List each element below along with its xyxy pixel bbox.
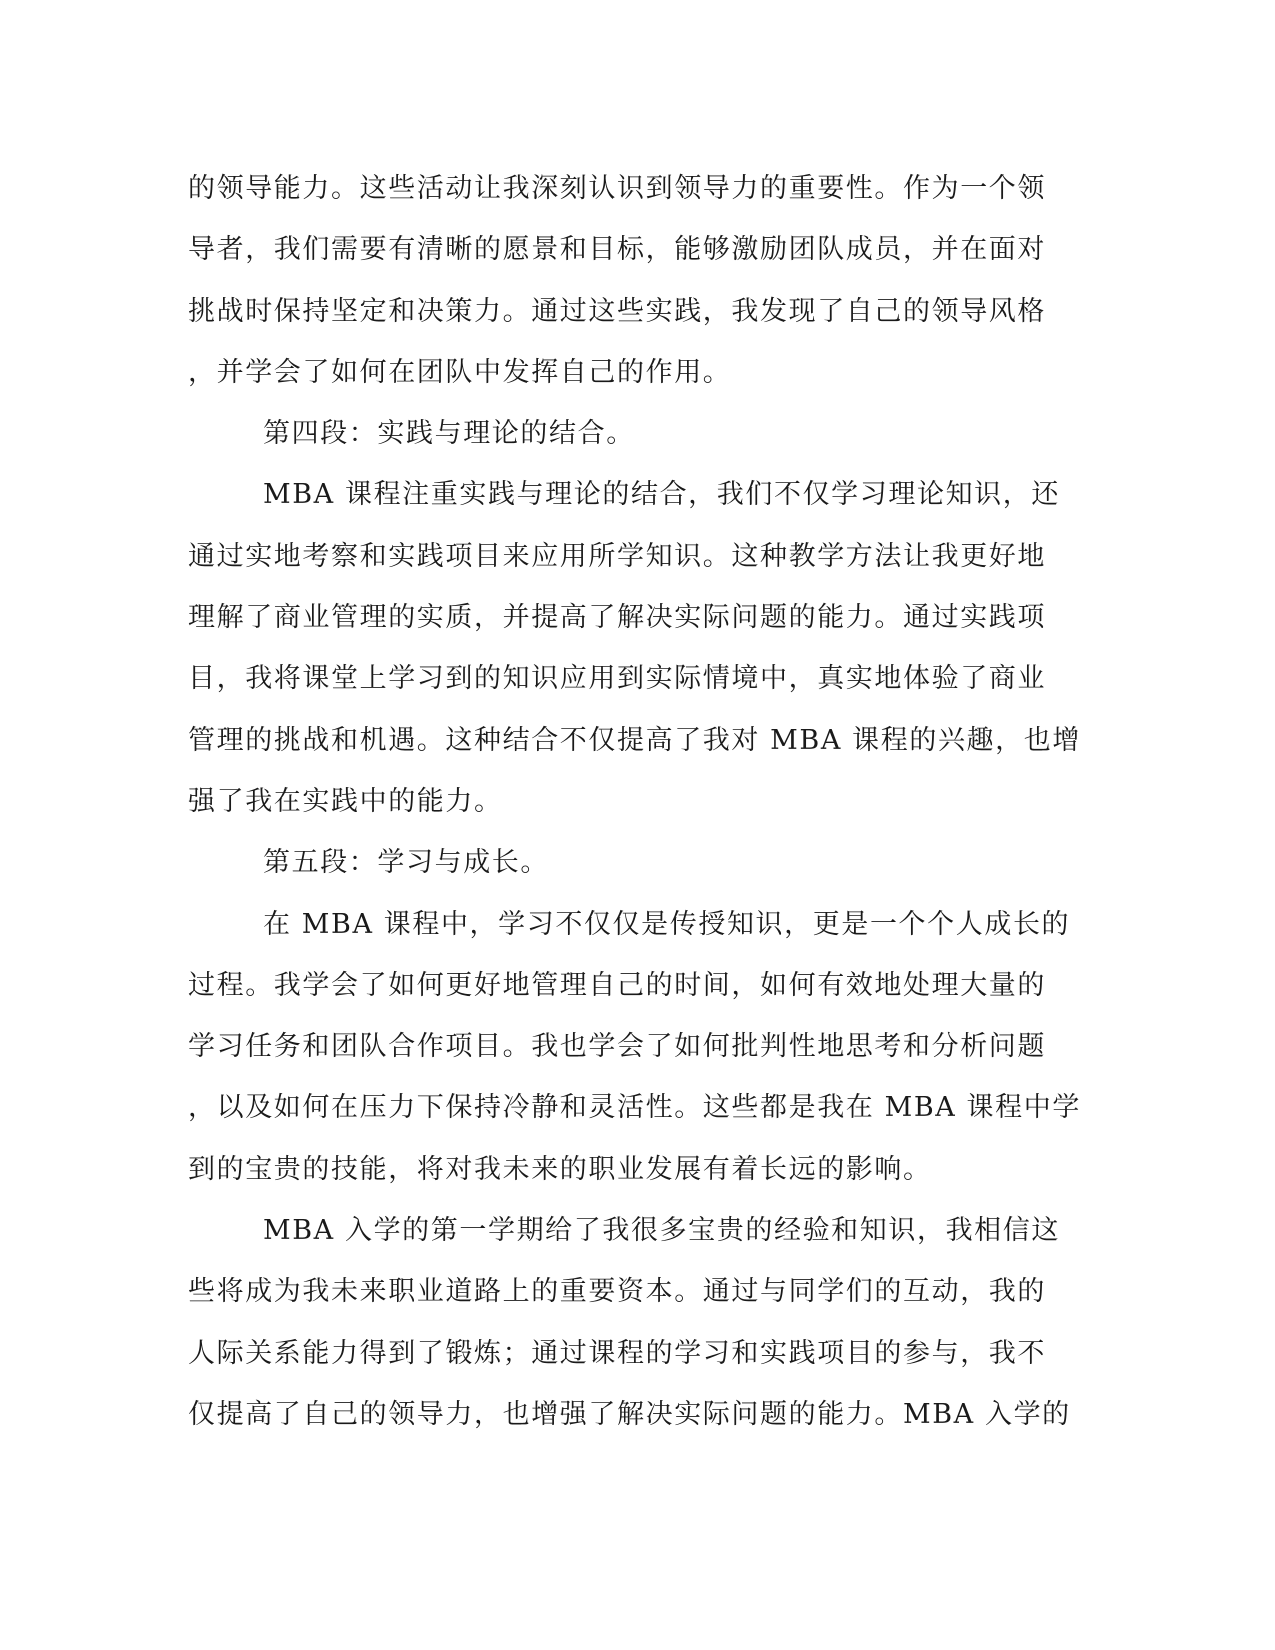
text-line: 强了我在实践中的能力。 bbox=[188, 785, 503, 817]
text-line: 目，我将课堂上学习到的知识应用到实际情境中，真实地体验了商业 bbox=[188, 663, 1046, 695]
text-line: 过程。我学会了如何更好地管理自己的时间，如何有效地处理大量的 bbox=[188, 969, 1046, 1001]
text-line: 学习任务和团队合作项目。我也学会了如何批判性地思考和分析问题 bbox=[188, 1031, 1046, 1063]
document-body bbox=[188, 158, 1088, 1445]
text-line: 到的宝贵的技能，将对我未来的职业发展有着长远的影响。 bbox=[188, 1153, 932, 1185]
section-heading: 第五段：学习与成长。 bbox=[263, 847, 549, 879]
text-line: 管理的挑战和机遇。这种结合不仅提高了我对 MBA 课程的兴趣，也增 bbox=[188, 724, 1081, 756]
text-line: 在 MBA 课程中，学习不仅仅是传授知识，更是一个个人成长的 bbox=[263, 908, 1071, 940]
text-line: 通过实地考察和实践项目来应用所学知识。这种教学方法让我更好地 bbox=[188, 540, 1046, 572]
text-line: 的领导能力。这些活动让我深刻认识到领导力的重要性。作为一个领 bbox=[188, 173, 1046, 204]
text-line: ，并学会了如何在团队中发挥自己的作用。 bbox=[188, 356, 732, 388]
text-line: MBA 入学的第一学期给了我很多宝贵的经验和知识，我相信这 bbox=[263, 1215, 1060, 1247]
text-line: 导者，我们需要有清晰的愿景和目标，能够激励团队成员，并在面对 bbox=[188, 234, 1046, 266]
text-line: 挑战时保持坚定和决策力。通过这些实践，我发现了自己的领导风格 bbox=[188, 295, 1046, 327]
text-line: MBA 课程注重实践与理论的结合，我们不仅学习理论知识，还 bbox=[263, 479, 1060, 511]
text-line: 些将成为我未来职业道路上的重要资本。通过与同学们的互动，我的 bbox=[188, 1276, 1046, 1308]
section-heading: 第四段：实践与理论的结合。 bbox=[263, 418, 635, 450]
text-line: 理解了商业管理的实质，并提高了解决实际问题的能力。通过实践项 bbox=[188, 602, 1046, 634]
text-line: 仅提高了自己的领导力，也增强了解决实际问题的能力。MBA 入学的 bbox=[188, 1398, 1071, 1430]
text-line: ，以及如何在压力下保持冷静和灵活性。这些都是我在 MBA 课程中学 bbox=[188, 1092, 1081, 1124]
text-line: 人际关系能力得到了锻炼；通过课程的学习和实践项目的参与，我不 bbox=[188, 1337, 1046, 1369]
